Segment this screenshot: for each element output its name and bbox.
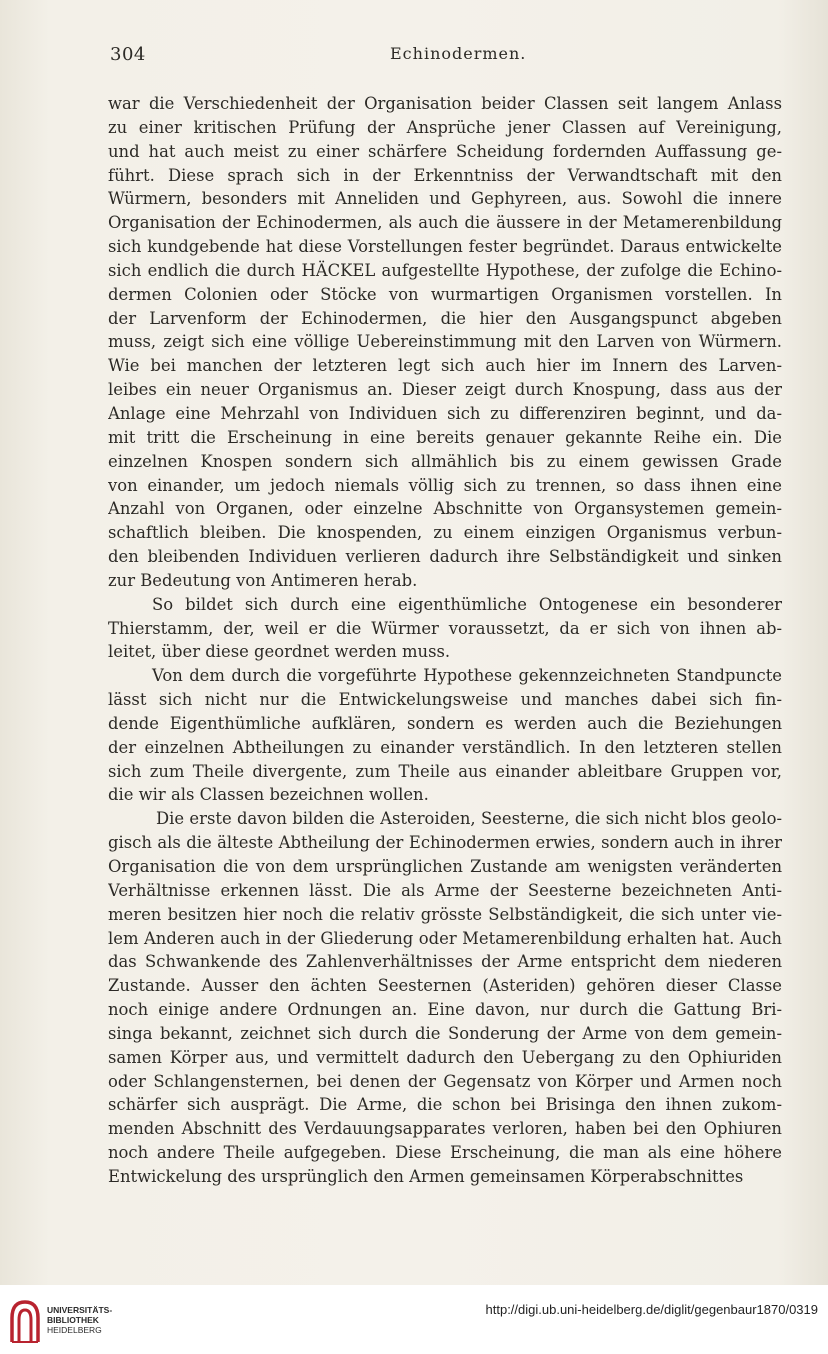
text-line: Zustande. Ausser den ächten Seesternen (Asteriden) gehören dieser Classe [108,976,782,996]
text-line: Von dem durch die vorgeführte Hypothese gekennzeichneten Standpuncte [152,666,782,686]
text-line: muss, zeigt sich eine völlige Uebereinstimmung mit den Larven von Würmern. [108,332,782,352]
text-line: den bleibenden Individuen verlieren dadurch ihre Selbständigkeit und sinken [108,547,782,567]
text-line: von einander, um jedoch niemals völlig sich zu trennen, so dass ihnen eine [108,475,782,495]
text-line: leitet, über diese geordnet werden muss. [108,642,451,662]
text-line: Organisation die von dem ursprünglichen Zustande am wenigsten veränderten [108,857,782,876]
text-line: So bildet sich durch eine eigenthümliche Ontogenese ein besonderer [152,594,782,614]
text-line: schaftlich bleiben. Die knospenden, zu einem einzigen Organismus verbun- [108,523,782,543]
text-line: menden Abschnitt des Verdauungsapparates verloren, haben bei den Ophiuren [108,1119,782,1139]
text-line: sich endlich die durch HÄCKEL aufgestellte Hypothese, der zufolge die Echino- [108,260,782,280]
text-line: mit tritt die Erscheinung in eine bereits genauer gekannte Reihe ein. Die [108,427,782,447]
text-line: Organisation der Echinodermen, als auch die äussere in der Metamerenbildung [108,213,782,233]
text-line: oder Schlangensternen, bei denen der Gegensatz von Körper und Armen noch [108,1071,782,1091]
text-line: die wir als Classen bezeichnen wollen. [108,785,429,805]
page-header [110,40,782,68]
text-line: zu einer kritischen Prüfung der Ansprüche jener Classen auf Vereinigung, [108,117,782,137]
text-line: das Schwankende des Zahlenverhältnisses der Arme entspricht dem niederen [108,952,782,972]
text-line: Verhältnisse erkennen lässt. Die als Arme der Seesterne bezeichneten Anti- [108,880,782,900]
text-line: noch andere Theile aufgegeben. Diese Erscheinung, die man als eine höhere [108,1143,782,1163]
text-line: führt. Diese sprach sich in der Erkenntniss der Verwandtschaft mit den [108,165,782,185]
text-line: war die Verschiedenheit der Organisation beider Classen seit langem Anlass [108,94,782,113]
library-name [47,1305,112,1335]
text-line: Thierstamm, der, weil er die Würmer voraussetzt, da er sich von ihnen ab- [108,618,782,638]
running-head: Echinodermen. [390,44,527,63]
page-number: 304 [110,44,146,65]
text-line: Wie bei manchen der letzteren legt sich auch hier im Innern des Larven- [108,356,782,376]
text-line: dende Eigenthümliche aufklären, sondern es werden auch die Beziehungen [108,713,782,733]
text-line: gisch als die älteste Abtheilung der Echinodermen erwies, sondern auch in ihrer [108,833,782,853]
text-line: lem Anderen auch in der Gliederung oder Metamerenbildung erhalten hat. Auch [108,928,782,948]
text-line: sich zum Theile divergente, zum Theile aus einander ableitbare Gruppen vor, [108,761,782,781]
text-line: und hat auch meist zu einer schärfere Scheidung fordernden Auffassung ge- [108,141,782,161]
text-line: der einzelnen Abtheilungen zu einander verständlich. In den letzteren stellen [108,737,782,757]
text-line: der Larvenform der Echinodermen, die hier den Ausgangspunct abgeben [108,308,782,328]
text-line: Die erste davon bilden die Asteroiden, Seesterne, die sich nicht blos geolo- [156,809,782,829]
text-line: samen Körper aus, und vermittelt dadurch den Uebergang zu den Ophiuriden [108,1047,782,1067]
text-line: schärfer sich ausprägt. Die Arme, die schon bei Brisinga den ihnen zukom- [108,1095,782,1115]
text-line: sich kundgebende hat diese Vorstellungen fester begründet. Daraus entwickelte [108,237,782,257]
body-text [108,92,782,1189]
text-line: Anzahl von Organen, oder einzelne Abschnitte von Organsystemen gemein- [108,499,782,519]
library-name-line2: BIBLIOTHEK [47,1315,99,1325]
text-line: einzelnen Knospen sondern sich allmählich bis zu einem gewissen Grade [108,451,782,471]
library-logo-icon [8,1298,42,1344]
text-line: Würmern, besonders mit Anneliden und Gephyreen, aus. Sowohl die innere [108,189,782,209]
text-line: noch einige andere Ordnungen an. Eine davon, nur durch die Gattung Bri- [108,1000,782,1020]
text-line: leibes ein neuer Organismus an. Dieser zeigt durch Knospung, dass aus der [108,380,782,400]
permalink-url[interactable]: http://digi.ub.uni-heidelberg.de/diglit/gegenbaur1870/0319 [485,1302,818,1317]
library-name-line3: HEIDELBERG [47,1325,102,1335]
library-name-line1: UNIVERSITÄTS- [47,1305,113,1315]
text-line: meren besitzen hier noch die relativ grösste Selbständigkeit, die sich unter vie- [108,904,782,924]
text-line: Entwickelung des ursprünglich den Armen gemeinsamen Körperabschnittes [108,1166,744,1186]
text-line: zur Bedeutung von Antimeren herab. [108,570,418,590]
text-line: Anlage eine Mehrzahl von Individuen sich zu differenziren beginnt, und da- [108,403,782,423]
viewer-footer [0,1285,828,1354]
text-line: singa bekannt, zeichnet sich durch die Sonderung der Arme von dem gemein- [108,1023,782,1043]
text-line: dermen Colonien oder Stöcke von wurmartigen Organismen vorstellen. In [108,284,782,304]
text-line: lässt sich nicht nur die Entwickelungsweise und manches dabei sich fin- [108,690,782,710]
